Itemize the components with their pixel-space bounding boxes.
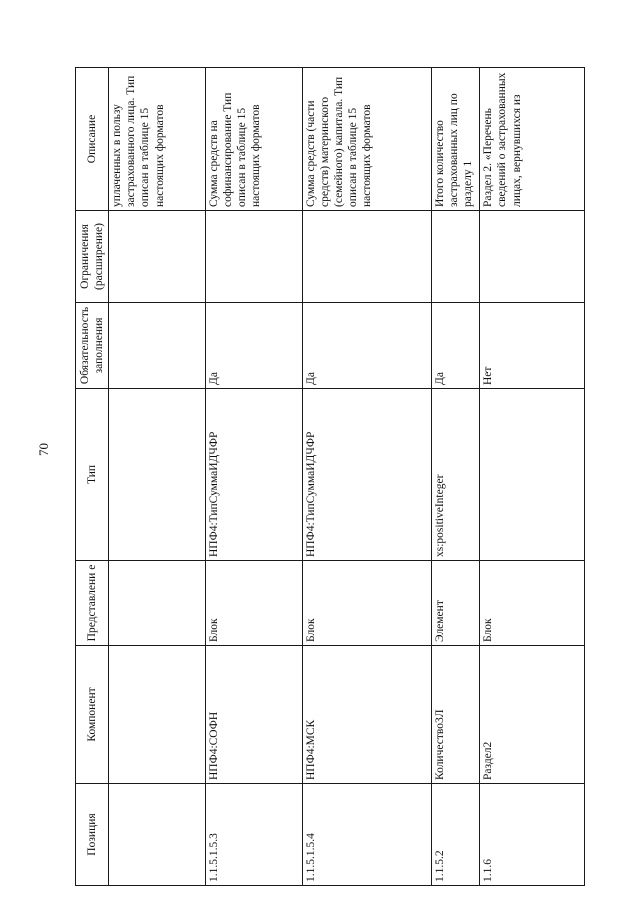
cell-position: 1.1.5.2 xyxy=(431,784,479,886)
header-component: Компонент xyxy=(76,646,109,784)
cell-description: Раздел 2. «Перечень сведений о застрахованных лицах, вернувшихся из xyxy=(480,68,585,211)
cell-required: Да xyxy=(205,303,302,389)
cell-restrictions xyxy=(480,211,585,303)
table-row xyxy=(431,68,479,886)
table-row xyxy=(480,68,585,886)
cell-representation xyxy=(109,561,206,646)
cell-restrictions xyxy=(109,211,206,303)
cell-component xyxy=(109,646,206,784)
cell-representation: Элемент xyxy=(431,561,479,646)
cell-type xyxy=(109,389,206,561)
cell-required: Да xyxy=(302,303,431,389)
cell-description: Итого количество застрахованных лиц по разделу 1 xyxy=(431,68,479,211)
cell-description: Сумма средств на софинансирование Тип описан в таблице 15 настоящих форматов xyxy=(205,68,302,211)
cell-restrictions xyxy=(302,211,431,303)
cell-description: уплаченных в пользу застрахованного лица. Тип описан в таблице 15 настоящих форматов xyxy=(109,68,206,211)
cell-component: Количество3Л xyxy=(431,646,479,784)
cell-type: xs:positiveInteger xyxy=(431,389,479,561)
cell-representation: Блок xyxy=(302,561,431,646)
cell-required: Нет xyxy=(480,303,585,389)
table-header-row xyxy=(76,68,109,886)
table-row xyxy=(302,68,431,886)
header-description: Описание xyxy=(76,68,109,211)
page-number: 70 xyxy=(36,443,51,456)
header-required: Обязательность заполнения xyxy=(76,303,109,389)
header-representation: Представлени е xyxy=(76,561,109,646)
header-position: Позиция xyxy=(76,784,109,886)
table-row xyxy=(109,68,206,886)
cell-required xyxy=(109,303,206,389)
cell-component: НПФ4:СОФН xyxy=(205,646,302,784)
cell-description: Сумма средств (части средств) материнского (семейного) капитала. Тип описан в таблице 15 настоящих форматов xyxy=(302,68,431,211)
cell-restrictions xyxy=(431,211,479,303)
cell-position: 1.1.5.1.5.4 xyxy=(302,784,431,886)
cell-required: Да xyxy=(431,303,479,389)
cell-position: 1.1.5.1.5.3 xyxy=(205,784,302,886)
table-row xyxy=(205,68,302,886)
cell-representation: Блок xyxy=(205,561,302,646)
header-type: Тип xyxy=(76,389,109,561)
cell-representation: Блок xyxy=(480,561,585,646)
cell-restrictions xyxy=(205,211,302,303)
header-restrictions: Ограничения (расширение) xyxy=(76,211,109,303)
cell-position: 1.1.6 xyxy=(480,784,585,886)
cell-type: НПФ4:ТипСуммаИДЧФР xyxy=(302,389,431,561)
cell-type xyxy=(480,389,585,561)
cell-type: НПФ4:ТипСуммаИДЧФР xyxy=(205,389,302,561)
cell-component: НПФ4:МСК xyxy=(302,646,431,784)
components-table xyxy=(75,67,585,886)
cell-component: Раздел2 xyxy=(480,646,585,784)
cell-position xyxy=(109,784,206,886)
rotated-table-container xyxy=(75,68,585,886)
